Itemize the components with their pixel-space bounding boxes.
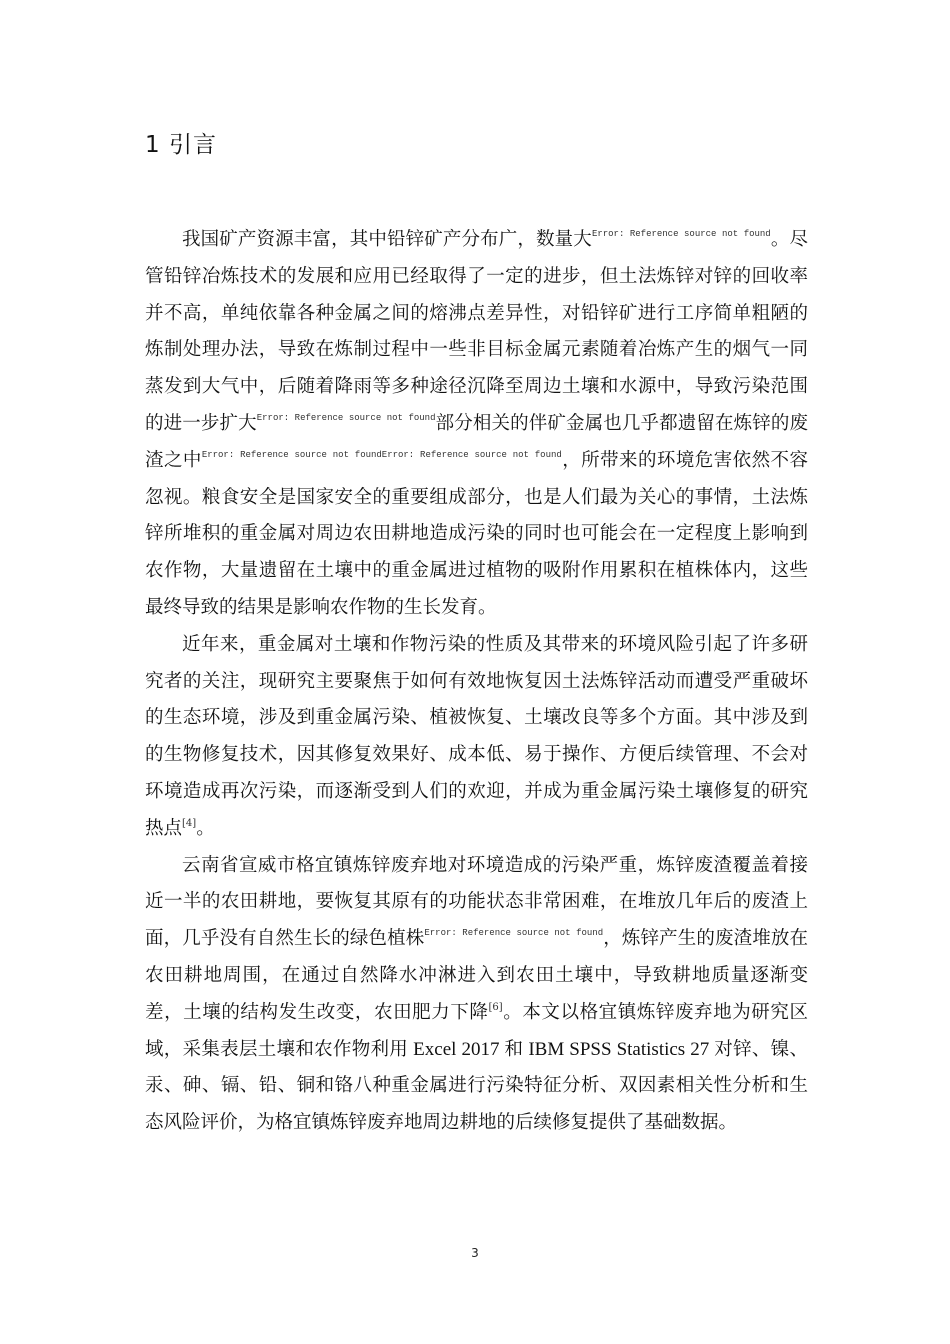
text-run: ，炼锌产生的废渣堆放在农田耕地周围，在通过自然降水冲淋进入到农田土壤中，导致耕地质量逐渐变差，土壤的结构发生改变，农田肥力下降 <box>145 928 808 1023</box>
paragraph-1 <box>145 222 808 627</box>
text-run: 对锌、镍、汞、砷、镉、铅、铜和铬八种重金属进行污染特征分析、双因素相关性分析和生态风险评价，为格宜镇炼锌废弃地周边耕地的后续修复提供了基础数据。 <box>145 1038 808 1134</box>
reference-error: Error: Reference source not found <box>424 928 604 939</box>
text-run: 。尽管铅锌冶炼技术的发展和应用已经取得了一定的进步，但土法炼锌对锌的回收率并不高，单纯依靠各种金属之间的熔沸点差异性，对铅锌矿进行工序简单粗陋的炼制处理办法，导致在炼制过程中一些非目标金属元素随着冶炼产生的烟气一同蒸发到大气中，后随着降雨等多种途径沉降至周边土壤和水源中，导致污染范围的进一步扩大 <box>145 229 808 434</box>
software-name: Excel 2017 <box>408 1038 505 1060</box>
paragraph-3 <box>145 848 808 1142</box>
citation: [4] <box>182 817 197 829</box>
text-run: ，所带来的环境危害依然不容忽视。粮食安全是国家安全的重要组成部分，也是人们最为关心的事情，土法炼锌所堆积的重金属对周边农田耕地造成污染的同时也可能会在一定程度上影响到农作物，大量遗留在土壤中的重金属进过植物的吸附作用累积在植株体内，这些最终导致的结果是影响农作物的生长发育。 <box>145 449 808 618</box>
section-heading: 1 引言 <box>145 132 217 158</box>
reference-error: Error: Reference source not found <box>591 229 771 239</box>
text-run: 。 <box>196 817 215 839</box>
text-run: 近年来，重金属对土壤和作物污染的性质及其带来的环境风险引起了许多研究者的关注，现研究主要聚焦于如何有效地恢复因土法炼锌活动而遭受严重破坏的生态环境，涉及到重金属污染、植被恢复、土壤改良等多个方面。其中涉及到的生物修复技术，因其修复效果好、成本低、易于操作、方便后续管理、不会对环境造成再次污染，而逐渐受到人们的欢迎，并成为重金属污染土壤修复的研究热点 <box>145 633 808 839</box>
page-number: 3 <box>471 1246 479 1260</box>
text-run: 。本文以格宜镇炼锌废弃地为研究区域，采集表层土壤和农作物利用 <box>145 1001 808 1060</box>
body-text <box>145 222 808 1142</box>
paragraph-2 <box>145 627 808 848</box>
citation: [6] <box>488 1001 503 1013</box>
reference-error: Error: Reference source not found <box>256 412 436 423</box>
reference-error: Error: Reference source not foundError: Reference source not found <box>201 449 562 460</box>
text-run: 部分相关的伴矿金属也几乎都遗留在炼锌的废渣之中 <box>145 412 808 471</box>
text-run: 我国矿产资源丰富，其中铅锌矿产分布广，数量大 <box>182 229 592 250</box>
text-run: 云南省宣威市格宜镇炼锌废弃地对环境造成的污染严重，炼锌废渣覆盖着接近一半的农田耕地，要恢复其原有的功能状态非常困难，在堆放几年后的废渣上面，几乎没有自然生长的绿色植株 <box>145 854 808 950</box>
software-name: IBM SPSS Statistics 27 <box>523 1038 715 1060</box>
text-run: 和 <box>504 1038 524 1060</box>
